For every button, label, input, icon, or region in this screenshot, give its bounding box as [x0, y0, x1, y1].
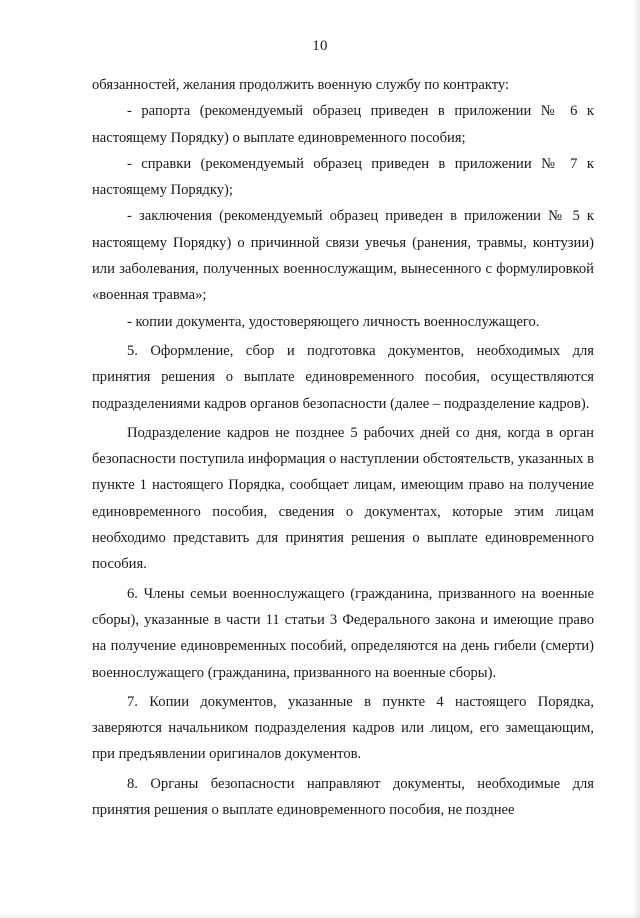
- scan-shadow-right: [632, 0, 640, 918]
- list-item-raport: - рапорта (рекомендуемый образец приведен в приложении № 6 к настоящему Порядку) о выплате единовременного пособия;: [92, 103, 594, 146]
- clause-7-paragraph: 7. Копии документов, указанные в пункте 4 настоящего Порядка, заверяются начальником подразделения кадров или лицом, его замещающим, при предъявлении оригиналов документов.: [92, 693, 594, 763]
- clause-6-paragraph: 6. Члены семьи военнослужащего (гражданина, призванного на военные сборы), указанные в части 11 статьи 3 Федерального закона и имеющие право на получение единовременных пособий, определяются на день гибели (смерти) военнослужащего (гражданина, призванного на военные сборы).: [92, 585, 594, 681]
- list-item-spravka: - справки (рекомендуемый образец приведен в приложении № 7 к настоящему Порядку);: [92, 155, 594, 199]
- clause-8-paragraph: 8. Органы безопасности направляют документы, необходимые для принятия решения о выплате единовременного пособия, не позднее: [92, 775, 594, 819]
- clause-5-paragraph: 5. Оформление, сбор и подготовка документов, необходимых для принятия решения о выплате единовременного пособия, осуществляются подразделениями кадров органов безопасности (далее – подразделение кадров).: [92, 342, 594, 412]
- page-number: 10: [312, 38, 328, 54]
- continuation-paragraph: обязанностей, желания продолжить военную службу по контракту:: [92, 77, 510, 93]
- list-item-kopii: - копии документа, удостоверяющего личность военнослужащего.: [127, 313, 540, 330]
- document-body: [92, 72, 594, 823]
- clause-5-second-paragraph: Подразделение кадров не позднее 5 рабочих дней со дня, когда в орган безопасности поступила информация о наступлении обстоятельств, указанных в пункте 1 настоящего Порядка, сообщает лицам, имеющим право на получение единовременного пособия, сведения о документах, которые этим лицам необходимо представить для принятия решения о выплате единовременного пособия.: [92, 424, 594, 573]
- scan-shadow-bottom: [0, 912, 640, 918]
- list-item-zaklyuchenie: - заключения (рекомендуемый образец приведен в приложении № 5 к настоящему Порядку) о причинной связи увечья (ранения, травмы, контузии) или заболевания, полученных военнослужащим, вынесенного с формулировкой «военная травма»;: [92, 208, 594, 304]
